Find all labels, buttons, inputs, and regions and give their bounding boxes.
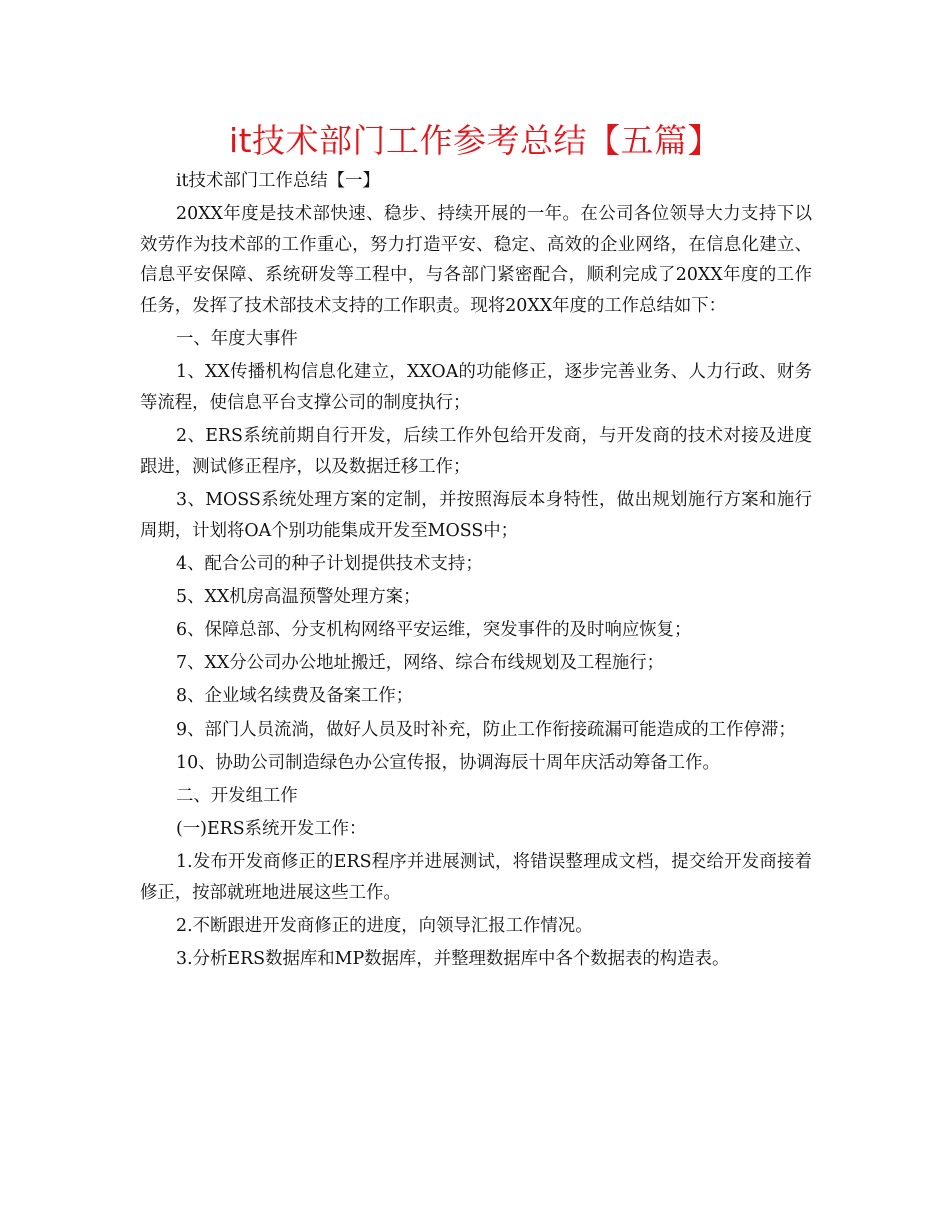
section-heading: it技术部门工作总结【一】 <box>176 171 380 191</box>
list-item: 6、保障总部、分支机构网络平安运维，突发事件的及时响应恢复； <box>176 620 692 641</box>
section-heading: 二、开发组工作 <box>176 786 298 806</box>
document-body <box>140 166 812 978</box>
subsection-heading: (一)ERS系统开发工作： <box>176 819 367 840</box>
list-item: 2.不断跟进开发商修正的进度，向领导汇报工作情况。 <box>176 916 593 937</box>
list-item: 7、XX分公司办公地址搬迁，网络、综合布线规划及工程施行； <box>176 653 664 674</box>
list-item: 3、MOSS系统处理方案的定制，并按照海辰本身特性，做出规划施行方案和施行周期，计划将OA个别功能集成开发至MOSS中； <box>140 489 812 541</box>
intro-paragraph: 20XX年度是技术部快速、稳步、持续开展的一年。在公司各位领导大力支持下以效劳作为技术部的工作重心，努力打造平安、稳定、高效的企业网络，在信息化建立、信息平安保障、系统研发等工程中，与各部门紧密配合，顺利完成了20XX年度的工作任务，发挥了技术部技术支持的工作职责。现将20XX年度的工作总结如下： <box>140 204 812 316</box>
list-item: 8、企业域名续费及备案工作； <box>176 686 414 707</box>
section-heading: 一、年度大事件 <box>176 329 298 350</box>
list-item: 1、XX传播机构信息化建立，XXOA的功能修正，逐步完善业务、人力行政、财务等流程，使信息平台支撑公司的制度执行； <box>140 362 812 413</box>
list-item: 10、协助公司制造绿色办公宣传报，协调海辰十周年庆活动筹备工作。 <box>176 752 720 773</box>
list-item: 3.分析ERS数据库和MP数据库，并整理数据库中各个数据表的构造表。 <box>176 949 730 970</box>
document-title: it技术部门工作参考总结【五篇】 <box>228 121 722 160</box>
list-item: 2、ERS系统前期自行开发，后续工作外包给开发商，与开发商的技术对接及进度跟进，测试修正程序，以及数据迁移工作； <box>140 426 812 477</box>
list-item: 1.发布开发商修正的ERS程序并进展测试，将错误整理成文档，提交给开发商接着修正，按部就班地进展这些工作。 <box>140 852 812 903</box>
list-item: 5、XX机房高温预警处理方案； <box>176 586 421 607</box>
list-item: 9、部门人员流淌，做好人员及时补充，防止工作衔接疏漏可能造成的工作停滞； <box>176 719 796 740</box>
list-item: 4、配合公司的种子计划提供技术支持； <box>176 553 483 574</box>
